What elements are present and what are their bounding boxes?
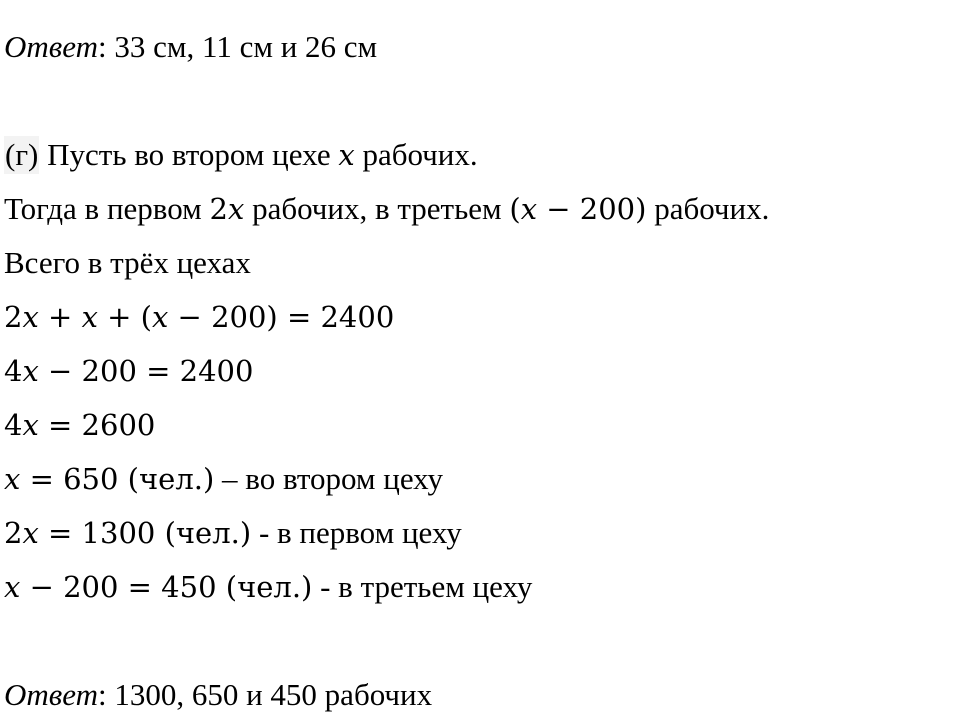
answer-line-bottom: [4, 676, 432, 714]
answer-text: 1300, 650 и 450 рабочих: [106, 677, 433, 712]
problem-line-2: [4, 190, 769, 228]
problem-line2-mid: рабочих, в третьем: [244, 191, 510, 226]
problem-marker: (г): [5, 137, 39, 172]
answer-text: 33 см, 11 см и 26 см: [106, 29, 378, 64]
equation-6-note: - в третьем цеху: [312, 569, 533, 604]
equation-1: 2x + x + (x − 200) = 2400: [4, 300, 395, 334]
problem-line3: Всего в трёх цехах: [4, 245, 251, 280]
problem-line1-pre: Пусть во втором цехе: [39, 137, 339, 172]
equation-5-note: - в первом цеху: [251, 515, 462, 550]
problem-line1-post: рабочих.: [354, 137, 478, 172]
problem-line-3: [4, 244, 251, 282]
equation-4: x = 650 (чел.) – во втором цеху: [4, 461, 443, 496]
answer-colon: :: [97, 29, 107, 64]
equation-4-note: – во втором цеху: [214, 461, 443, 496]
equation-2: 4x − 200 = 2400: [4, 354, 254, 388]
math-expr-2x: 2x: [209, 192, 245, 226]
problem-line2-pre: Тогда в первом: [4, 191, 210, 226]
equation-5: 2x = 1300 (чел.) - в первом цеху: [4, 515, 462, 550]
math-variable-x: x: [338, 138, 355, 172]
equation-6: x − 200 = 450 (чел.) - в третьем цеху: [4, 569, 533, 604]
answer-label: Ответ: [4, 677, 98, 712]
problem-line2-post: рабочих.: [646, 191, 770, 226]
answer-line-top: [4, 28, 377, 66]
answer-label: Ответ: [4, 29, 98, 64]
problem-line-1: [4, 136, 478, 174]
equation-3: 4x = 2600: [4, 408, 156, 442]
answer-colon: :: [97, 677, 107, 712]
math-expr-x-minus-200: (x − 200): [509, 192, 647, 226]
